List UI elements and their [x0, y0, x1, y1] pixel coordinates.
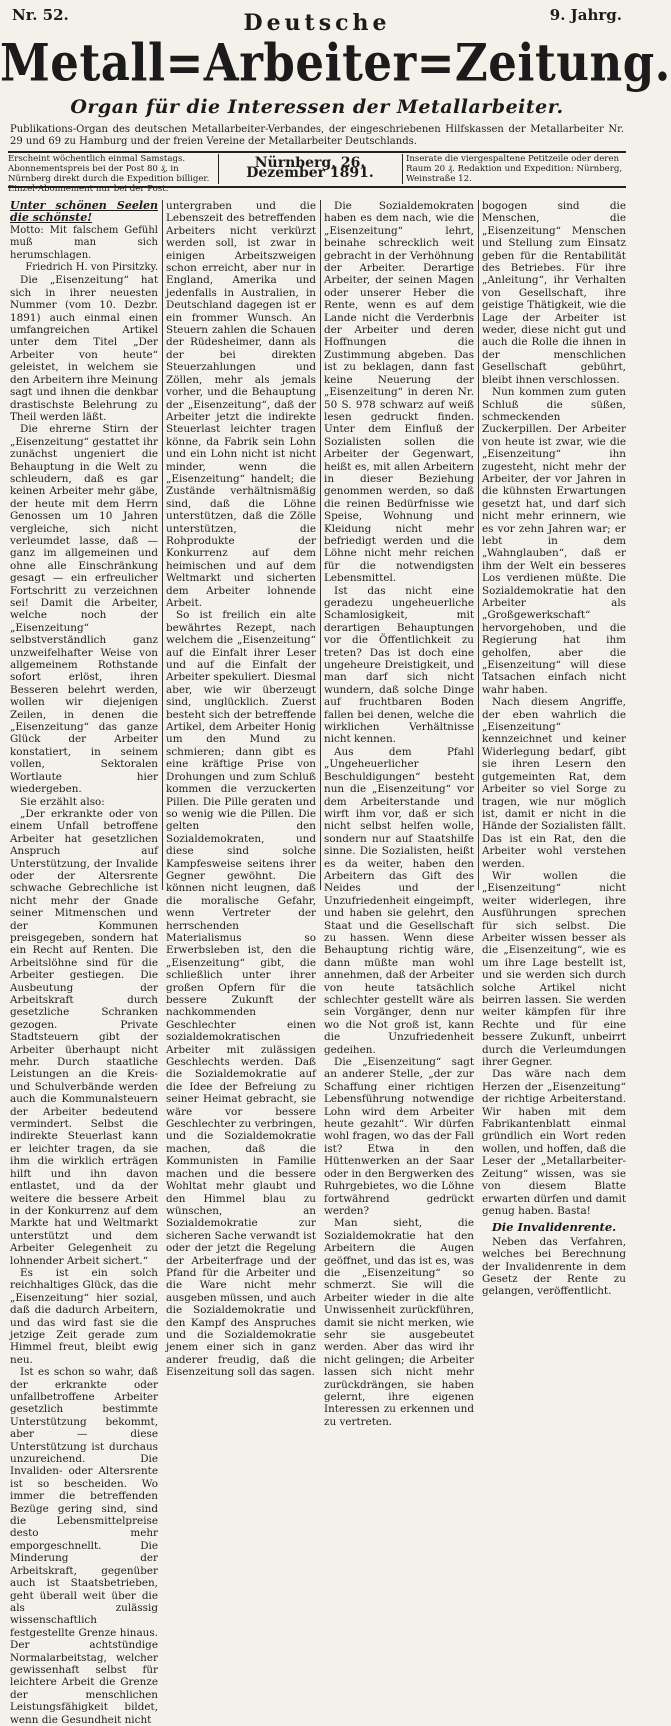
- masthead-topline: [8, 6, 626, 36]
- column-rule-2: [320, 200, 321, 890]
- paragraph: Man sieht, die Sozialdemokratie hat den Arbeitern die Augen geöffnet, und das ist es, was die „Eisenzeitung“ so schmerzt. Sie will die Arbeiter wieder in die alte Unwissenheit zurückführen, damit sie nicht merken, wie sehr sie ausgebeutet werden. Aber das wird ihr nicht gelingen; die Arbeiter lassen sich nicht mehr zurückdrängen, sie haben gelernt, ihre eigenen Interessen zu erkennen und zu vertreten.: [324, 1217, 474, 1428]
- info-bar: [8, 154, 626, 194]
- paragraph: Die ehrerne Stirn der „Eisenzeitung“ gestattet ihr zunächst ungeniert die Behauptung in die Welt zu schleudern, daß es gar keinen Arbeiter mehr gäbe, der heute mit dem Herrn Genossen um 10 Jahren vergleiche, sich nicht verleumdet lasse, daß — ganz im allgemeinen und ohne alle Einschränkung gesagt — ein erfreulicher Fortschritt zu verzeichnen sei! Damit die Arbeiter, welche noch der „Eisenzeitung“ selbstverständlich ganz unzweifelhafter Weise von allgemeinem Rothstande sofort erlöst, ihren Besseren belehrt werden, wollen wir diejenigen Zeilen, in denen die „Eisenzeitung“ das ganze Glück der Arbeiter konstatiert, in seinem vollen, Sektoralen Wortlaute hier wiedergeben.: [10, 423, 158, 796]
- paragraph: Ist es schon so wahr, daß der erkrankte oder unfallbetroffene Arbeiter gesetzlich bestimmte Unterstützung bekommt, aber — diese Unterstützung ist durchaus unzureichend. Die Invaliden- oder Altersrente ist so bescheiden. Wo immer die betreffenden Bezüge gering sind, sind die Lebensmittelpreise desto mehr emporgeschnellt. Die Minderung der Arbeitskraft, gegenüber auch ist Staatsbetrieben, geht überall weit über die als zulässig wissenschaftlich festgestellte Grenze hinaus. Der achtstündige Normalarbeitstag, welcher gewissenhaft selbst für leichtere Arbeit die Grenze der menschlichen Leistungsfähigkeit bildet, wenn die Gesundheit nicht: [10, 1366, 158, 1726]
- subscription-info: Erscheint wöchentlich einmal Samstags. Abonnementspreis bei der Post 80 ₰, in Nürnberg direkt durch die Expedition billiger. Einzel-Abonnement nur bei der Post.: [8, 154, 210, 194]
- article-heading: Unter schönen Seelen die schönste!: [10, 199, 158, 225]
- issue-number: Nr. 52.: [12, 6, 69, 24]
- newspaper-subtitle: Organ für die Interessen der Metallarbeiter.: [70, 96, 564, 118]
- motto-signature: Friedrich H. von Pirsitzky.: [25, 262, 158, 274]
- paragraph: untergraben und die Lebenszeit des betreffenden Arbeiters nicht verkürzt werden soll, ist zwar in einigen Arbeitszweigen schon erreicht, aber nur in England, Amerika und jedenfalls in Australien, in Deutschland dagegen ist er ein frommer Wunsch. An Steuern zahlen die Schauen der Rüdesheimer, dann als der bei direkten Steuerzahlungen und Zöllen, mehr als jemals vorher, und die Behauptung der „Eisenzeitung“, daß der Arbeiter jetzt die indirekte Steuerlast leichter tragen könne, da Fabrik sein Lohn und ein Lohn nicht ist nicht minder, wenn die „Eisenzeitung“ handelt; die Zustände verhältnismäßig sind, daß die Löhne unterstützen, daß die Zölle unterstützen, die Rohprodukte der Konkurrenz auf dem heimischen und auf dem Weltmarkt und sicherten dem Arbeiter lohnende Arbeit.: [166, 200, 316, 609]
- paragraph: Die „Eisenzeitung“ hat sich in ihrer neuesten Nummer (vom 10. Dezbr. 1891) auch einmal einen umfangreichen Artikel unter dem Titel „Der Arbeiter von heute“ geleistet, in welchem sie den Arbeitern ihre Meinung sagt und ihnen die denkbar drastischste Belehrung zu Theil werden läßt.: [10, 274, 158, 423]
- article-column-1: [10, 199, 158, 1726]
- divider-top: [8, 151, 626, 153]
- paragraph: Nach diesem Angriffe, der eben wahrlich die „Eisenzeitung“ kennzeichnet und keiner Widerlegung bedarf, gibt sie ihren Lesern den gutgemeinten Rat, dem Arbeiter so viel Sorge zu tragen, wie nur möglich ist, damit er nicht in die Hände der Sozialisten fällt. Das ist ein Rat, den die Arbeiter wohl verstehen werden.: [482, 696, 626, 870]
- paragraph: Wir wollen die „Eisenzeitung“ nicht weiter widerlegen, ihre Ausführungen sprechen für sich selbst. Die Arbeiter wissen besser als die „Eisenzeitung“, wie es um ihre Lage bestellt ist, und sie werden sich durch solche Artikel nicht beirren lassen. Sie werden weiter kämpfen für ihre Rechte und für eine bessere Zukunft, unbeirrt durch die Verleumdungen ihrer Gegner.: [482, 869, 626, 1069]
- advertising-info: Inserate die viergespaltene Petitzeile oder deren Raum 20 ₰. Redaktion und Expedition: Nürnberg, Weinstraße 12.: [406, 154, 623, 184]
- article-column-2: [166, 200, 316, 1379]
- paragraph: Aus dem Pfahl „Ungeheuerlicher Beschuldigungen“ besteht nun die „Eisenzeitung“ vor dem Arbeiterstande und wirft ihm vor, daß er sich nicht selbst helfen wolle, sondern nur auf Staatshilfe sinne. Die Sozialisten, heißt es da weiter, haben den Arbeitern das Gift des Neides und der Unzufriedenheit eingeimpft, und haben sie gelehrt, den Staat und die Gesellschaft zu hassen. Wenn diese Behauptung richtig wäre, dann müßte man wohl annehmen, daß der Arbeiter von heute tatsächlich schlechter gestellt wäre als sein Vorgänger, denn nur wo die Not groß ist, kann die Unzufriedenheit gedeihen.: [324, 745, 474, 1056]
- paragraph: Die „Eisenzeitung“ sagt an anderer Stelle, „der zur Schaffung einer richtigen Lebensführung notwendige Lohn wird dem Arbeiter heute gezahlt“. Wir dürfen wohl fragen, wo das der Fall ist? Etwa in den Hüttenwerken an der Saar oder in den Bergwerken des Ruhrgebietes, wo die Löhne fortwährend gedrückt werden?: [324, 1056, 474, 1217]
- paragraph: Ist das nicht eine geradezu ungeheuerliche Schamlosigkeit, mit derartigen Behauptungen vor die Öffentlichkeit zu treten? Das ist doch eine ungeheure Dreistigkeit, und man darf sich nicht wundern, daß solche Dinge auf fruchtbaren Boden fallen bei denen, welche die wirklichen Verhältnisse nicht kennen.: [324, 584, 474, 746]
- publication-note: Publikations-Organ des deutschen Metallarbeiter-Verbandes, der eingeschriebenen Hilfskassen der Metallarbeiter Nr. 29 und 69 zu Hamburg und der freien Vereine der Metallarbeiter Deutschlands.: [10, 124, 624, 147]
- divider-info-2: [402, 154, 403, 184]
- pretitle: Deutsche: [243, 10, 391, 36]
- issue-date: Nürnberg, 26. Dezember 1891.: [246, 155, 374, 181]
- paragraph: bogogen sind die Menschen, die „Eisenzeitung“ Menschen und Stellung zum Einsatz geben für die Rentabilität des Betriebes. Für ihre „Anleitung“, ihr Verhalten von Gesellschaft, ihre geistige Thätigkeit, wie die Lage der Arbeiter ist weder, diese nicht gut und auch die Rolle die ihnen in der menschlichen Gesellschaft gebührt, bleibt ihnen verschlossen.: [482, 200, 626, 386]
- paragraph: Das wäre nach dem Herzen der „Eisenzeitung“ der richtige Arbeiterstand. Wir haben mit dem Fabrikantenblatt einmal gründlich ein Wort reden wollen, und hoffen, daß die Leser der „Metallarbeiter-Zeitung“ wissen, was sie von diesem Blatte erwarten dürfen und damit genug haben. Basta!: [482, 1068, 626, 1217]
- article-column-4: [482, 200, 626, 1298]
- paragraph: Es ist ein solch reichhaltiges Glück, das die „Eisenzeitung“ hier sozial, daß die dadurch Arbeitern, und das wird fast sie die jetzige Zeit gerade zum Himmel freut, bleibt ewig neu.: [10, 1266, 158, 1366]
- divider-bottom: [8, 186, 626, 188]
- section-heading-invalidenrente: Die Invalidenrente.: [491, 1220, 617, 1235]
- article-column-3: [324, 200, 474, 1428]
- newspaper-title: Metall=Arbeiter=Zeitung.: [0, 31, 671, 93]
- article-motto: Motto: Mit falschem Gefühl muß man sich herumschlagen.: [10, 224, 158, 261]
- column-rule-3: [478, 200, 479, 890]
- paragraph: „Der erkrankte oder von einem Unfall betroffene Arbeiter hat gesetzlichen Anspruch auf Unterstützung, der Invalide oder der Altersrente schwache Gebrechliche ist nicht mehr der Gnade seiner Mitmenschen und der Kommunen preisgegeben, sondern hat ein Recht auf Renten. Die Arbeitslöhne sind für die Arbeiter gestiegen. Die Ausbeutung der Arbeitskraft durch gesetzliche Schranken gezogen. Private Stadtsteuern gibt der Arbeiter überhaupt nicht mehr. Durch staatliche Leistungen an die Kreis- und Schulverbände werden auch die Kommunalsteuern der Arbeiter bedeutend vermindert. Selbst die indirekte Steuerlast kann er leichter tragen, da sie ihm die wirklich erträgen hilft und ihn davon entlastet, und da der weitere die bessere Arbeit in der Konkurrenz auf dem Markte hat und Weltmarkt unterstützt und dem Arbeiter Gelegenheit zu lohnender Arbeit sichert.“: [10, 807, 158, 1267]
- volume-year: 9. Jahrg.: [549, 6, 622, 24]
- paragraph: So ist freilich ein alte bewährtes Rezept, nach welchem die „Eisenzeitung“ auf die Einfalt ihrer Leser und auf die Einfalt der Arbeiter spekuliert. Diesmal aber, wie wir überzeugt sind, unglücklich. Zuerst besteht sich der betreffende Artikel, dem Arbeiter Honig um den Mund zu schmieren; dann gibt es eine kräftige Prise von Drohungen und zum Schluß kommen die verzuckerten Pillen. Die Pille geraten und so wenig wie die Pillen. Die gelten den Sozialdemokraten, und diese sind solche Kampfesweise seitens ihrer Gegner gewöhnt. Die können nicht leugnen, daß die moralische Gefahr, wenn Vertreter der herrschenden Materialismus so Erwerbsleben ist, den die „Eisenzeitung“ gibt, die schließlich unter ihrer großen Opfern für die bessere Zukunft der nachkommenden Geschlechter einen sozialdemokratischen Arbeiter mit zulässigen Geschlechts werden. Daß die Sozialdemokratie auf die Idee der Befreiung zu seiner Heimat gebracht, sie wäre vor bessere Geschlechter zu verbringen, und die Sozialdemokratie machen, daß die Kommunisten in Familie machen und die bessere Wohltat mehr glaubt und den Himmel blau zu wünschen, an Sozialdemokratie zur sicheren Sache verwandt ist oder der jetzt die Regelung der Arbeiterfrage und der Pfand für die Arbeiter und die Ware nicht mehr ausgeben müssen, und auch die Sozialdemokratie und den Kampf des Anspruches und die Sozialdemokratie jenem einer sich in ganz anderer freudig, daß die Eisenzeitung soll das sagen.: [166, 609, 316, 1379]
- divider-info-1: [218, 154, 219, 184]
- paragraph: Die Sozialdemokraten haben es dem nach, wie die „Eisenzeitung“ lehrt, beinahe schrecklich weit gebracht in der Verhöhnung der Arbeiter. Derartige Arbeiter, der seinen Magen oder unserer Heber die Rente, wenn es auf dem Lande nicht die Verderbnis der Arbeiter und deren Hoffnungen die Zustimmung abgeben. Das ist zu beklagen, dann fast keine Neuerung der „Eisenzeitung“ in deren Nr. 50 S. 978 schwarz auf weiß lesen gedruckt finden. Unter dem Einfluß der Sozialisten sollen die Arbeiter der Gegenwart, heißt es, mit allen Arbeitern in dieser Beziehung genommen werden, so daß die reinen Bedürfnisse wie Speise, Wohnung und Kleidung nicht mehr befriedigt werden und die Löhne nicht mehr reichen für die notwendigsten Lebensmittel.: [324, 200, 474, 585]
- column-rule-1: [162, 200, 163, 890]
- paragraph: Nun kommen zum guten Schluß die süßen, schmeckenden Zuckerpillen. Der Arbeiter von heute ist zwar, wie die „Eisenzeitung“ ihn zugesteht, nicht mehr der Arbeiter, der vor Jahren in die kühnsten Erwartungen gesetzt hat, und darf sich nicht mehr erinnern, wie es vor zehn Jahren war; er lebt in dem „Wahnglauben“, daß er ihm der Welt ein besseres Los verdienen müßte. Die Sozialdemokratie hat den Arbeiter als „Großgewerkschaft“ hervorgehoben, und die Regierung hat ihm geholfen, aber die „Eisenzeitung“ will diese Tatsachen einfach nicht wahr haben.: [482, 386, 626, 696]
- paragraph: Sie erzählt also:: [20, 795, 105, 808]
- paragraph: Neben das Verfahren, welches bei Berechnung der Invalidenrente in dem Gesetz der Rente zu gelangen, veröffentlicht.: [482, 1235, 626, 1298]
